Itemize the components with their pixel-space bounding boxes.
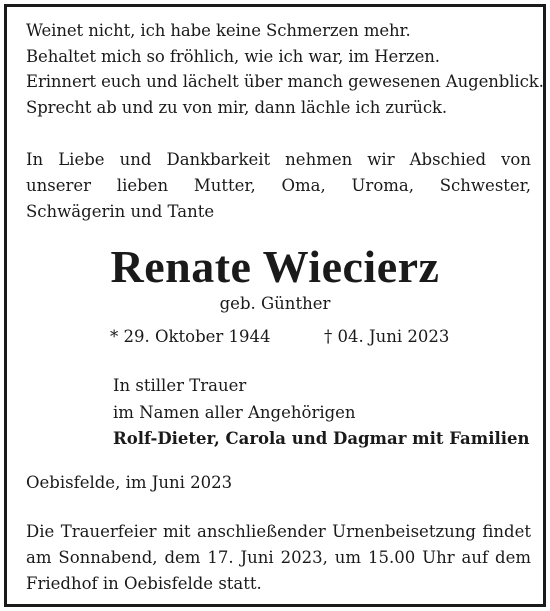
place-date: Oebisfelde, im Juni 2023 (26, 473, 233, 492)
relatives-line: im Namen aller Angehörigen (113, 402, 356, 422)
birth-date: * 29. Oktober 1944 (110, 327, 271, 346)
funeral-info: Die Trauerfeier mit anschließender Urnenbeisetzung findet am Sonnabend, dem 17. Juni 2023, um 15.00 Uhr auf dem Friedhof in Oebisfelde statt. (26, 522, 531, 593)
poem-line: Erinnert euch und lächelt über manch gewesenen Augenblick. (26, 72, 544, 91)
farewell-intro: In Liebe und Dankbarkeit nehmen wir Abschied von unserer lieben Mutter, Oma, Uroma, Schwester, Schwägerin und Tante (26, 150, 531, 221)
mourners-block (113, 373, 530, 453)
birth-name: geb. Günther (219, 294, 331, 313)
obituary-notice (7, 7, 543, 604)
mourning-line: In stiller Trauer (113, 376, 247, 395)
poem (26, 18, 544, 120)
poem-line: Weinet nicht, ich habe keine Schmerzen mehr. (26, 21, 411, 40)
death-date: † 04. Juni 2023 (324, 327, 450, 346)
poem-line: Behaltet mich so fröhlich, wie ich war, im Herzen. (26, 46, 440, 66)
deceased-name: Renate Wiecierz (110, 241, 440, 292)
mourner-names: Rolf-Dieter, Carola und Dagmar mit Familien (113, 429, 530, 448)
notice-frame (4, 4, 546, 607)
poem-line: Sprecht ab und zu von mir, dann lächle ich zurück. (26, 97, 448, 117)
